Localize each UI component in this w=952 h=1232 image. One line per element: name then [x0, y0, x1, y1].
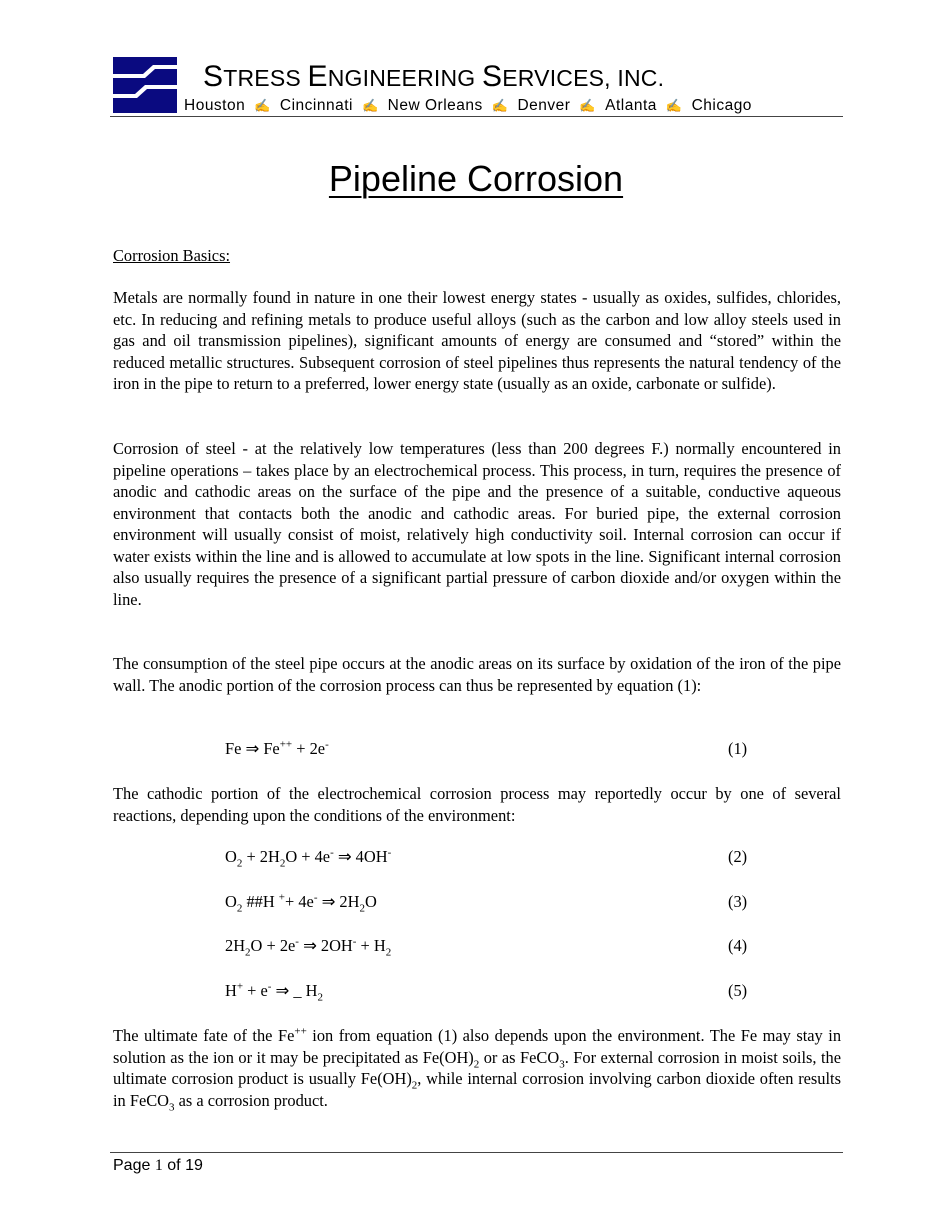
equation-part: - — [313, 891, 318, 904]
paragraph-part: The ultimate fate of the Fe — [113, 1026, 295, 1045]
equation-part: 2 — [279, 857, 286, 870]
separator-icon: ✍ — [361, 98, 379, 113]
equation-part: + 4e — [285, 892, 314, 911]
paragraph-part: as a corrosion product. — [174, 1090, 328, 1110]
page-footer — [113, 1157, 203, 1175]
paragraph: Corrosion of steel - at the relatively low temperatures (less than 200 degrees F.) normally encountered in pipeline operations – takes place by an electrochemical process. This process, in turn, requires the presence of anodic and cathodic areas on the surface of the pipe and the presence of a suitable, conductive aqueous environment that contacts both the anodic and cathodic areas. For buried pipe, the external corrosion environment will usually consist of moist, relatively high conductivity soil. Internal corrosion can occur if water exists within the line and is allowed to accumulate at low spots in the line. Significant internal corrosion also usually requires the presence of a significant partial pressure of carbon dioxide and/or oxygen within the line. — [113, 439, 841, 609]
equation-number: (1) — [728, 739, 748, 758]
equation-part: + — [278, 891, 285, 904]
equation-part: ++ — [279, 738, 293, 751]
equation-part: 2 — [317, 991, 324, 1004]
equation-part: 2 — [359, 902, 365, 915]
equation-part: 2 — [236, 902, 243, 915]
paragraph-part: or as FeCO — [479, 1047, 560, 1067]
equation-part: + 2H — [242, 847, 280, 866]
equation-part: - — [295, 935, 299, 948]
equation-part: O — [225, 892, 237, 911]
paragraph-part: , while internal corrosion involving carbon dioxide often results in FeCO — [113, 1069, 841, 1110]
equation-part: 2 — [385, 946, 392, 959]
page-title — [0, 158, 952, 200]
paragraph-part: . For external corrosion in moist soils, the ultimate corrosion product is usually Fe(OH) — [113, 1047, 841, 1088]
separator-icon: ✍ — [254, 98, 271, 113]
equation-part: + H — [356, 936, 386, 955]
company-name-part: S — [482, 60, 503, 93]
paragraph-part: ++ — [294, 1025, 307, 1038]
separator-icon: ✍ — [665, 98, 683, 113]
city-name: Atlanta — [605, 97, 657, 114]
equation-part: ##H — [242, 892, 279, 911]
equation-part: O + 2e — [250, 936, 296, 955]
city-name: Houston — [184, 97, 246, 114]
city-name: New Orleans — [387, 97, 483, 114]
office-cities — [184, 97, 752, 115]
city-name: Denver — [517, 97, 571, 114]
equation-part: - — [267, 980, 272, 993]
paragraph — [113, 1025, 841, 1111]
company-name-part: TRESS — [223, 65, 308, 91]
paragraph-part: ion from equation (1) also depends upon the environment. The Fe may stay in solution as the ion or it may be precipitated as Fe(OH) — [113, 1026, 842, 1067]
city-name: Cincinnati — [279, 97, 353, 114]
title-text: Pipeline Corrosion — [328, 158, 624, 199]
equation-5 — [225, 980, 324, 1004]
equation-1 — [225, 739, 329, 759]
footer-rule — [110, 1152, 843, 1153]
equation-part: 2H — [225, 936, 246, 955]
equation-part: O — [225, 847, 237, 866]
equation-part: 2 — [236, 857, 243, 870]
equation-number: (3) — [728, 892, 748, 911]
city-name: Chicago — [691, 97, 752, 114]
equation-4 — [225, 935, 392, 959]
company-name-part: NGINEERING — [327, 65, 482, 91]
equation-part: + — [236, 980, 244, 993]
company-name-part: ERVICES, INC. — [502, 65, 665, 91]
page-total: of 19 — [167, 1157, 203, 1174]
equation-part: O + 4e — [285, 847, 331, 866]
equation-part: ⇒ 4OH — [333, 847, 388, 866]
separator-icon: ✍ — [491, 98, 509, 113]
equation-part: - — [330, 846, 334, 859]
equation-part: - — [325, 738, 329, 751]
paragraph-part: 2 — [473, 1057, 480, 1070]
company-logo — [113, 57, 177, 113]
equation-part: O — [364, 892, 377, 911]
company-name-part: E — [307, 60, 328, 93]
equation-2 — [225, 846, 392, 870]
paragraph-part: 2 — [411, 1079, 418, 1092]
section-heading: Corrosion Basics: — [113, 246, 231, 265]
equation-part: ⇒ 2H — [317, 892, 360, 911]
equation-part: 2 — [245, 946, 251, 959]
equation-part: H — [225, 981, 237, 1000]
page-label: Page — [113, 1157, 151, 1174]
paragraph-part: 3 — [169, 1100, 175, 1113]
equation-number: (4) — [728, 936, 748, 955]
equation-number: (5) — [728, 981, 748, 1000]
separator-icon: ✍ — [579, 98, 597, 113]
equation-part: Fe ⇒ Fe — [225, 739, 280, 758]
company-name-part: S — [203, 60, 224, 93]
equation-part: ⇒ 2OH — [298, 936, 353, 955]
paragraph: The consumption of the steel pipe occurs at the anodic areas on its surface by oxidation of the iron of the pipe wall. The anodic portion of the corrosion process can thus be represented by equation (1): — [113, 654, 841, 695]
equation-part: + e — [243, 981, 268, 1000]
equation-part: - — [387, 846, 392, 859]
equation-part: ⇒ _ H — [271, 981, 318, 1000]
equation-part: - — [352, 935, 357, 948]
paragraph: Metals are normally found in nature in one their lowest energy states - usually as oxides, sulfides, chlorides, etc. In reducing and refining metals to produce useful alloys (such as the carbon and low alloy steels used in gas and oil transmission pipelines), significant amounts of energy are consumed and “stored” within the reduced metallic structures. Subsequent corrosion of steel pipelines thus represents the natural tendency of the iron in the pipe to return to a preferred, lower energy state (usually as an oxide, carbonate or sulfide). — [113, 288, 841, 393]
company-name — [203, 60, 664, 94]
equation-part: + 2e — [292, 739, 326, 758]
equation-number: (2) — [728, 847, 748, 866]
paragraph-part: 3 — [559, 1057, 565, 1070]
equation-3 — [225, 891, 377, 915]
page-number: 1 — [154, 1157, 163, 1174]
paragraph: The cathodic portion of the electrochemical corrosion process may reportedly occur by one of several reactions, depending upon the conditions of the environment: — [113, 784, 841, 825]
header-rule — [110, 116, 843, 117]
